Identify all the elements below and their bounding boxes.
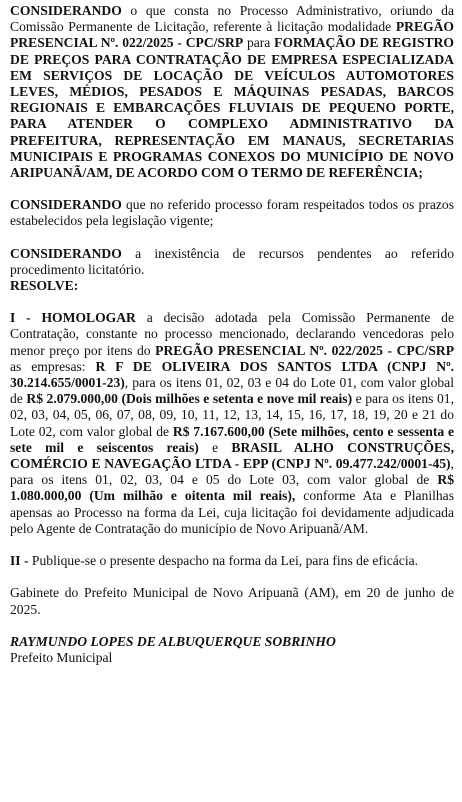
text-segment: a decisão adotada pela Comissão Permanente de Contratação, constante no processo mencionado, declarando vencedoras pelo menor preço por itens do	[10, 310, 454, 358]
paragraph-considerando-2	[10, 197, 454, 229]
keyword-considerando: CONSIDERANDO	[10, 245, 122, 261]
text-segment: o que consta no Processo Administrativo, oriundo da Comissão Permanente de Licitação, referente à licitação modalidade	[10, 3, 454, 35]
value-lote-02: R$ 7.167.600,00 (Sete milhões, cento e sessenta e sete mil e seiscentos reais)	[10, 423, 454, 455]
text-segment: , para os itens 01, 02, 03 e 04 do Lote 01, com valor global de	[10, 375, 454, 407]
text-segment: e	[198, 439, 232, 455]
company-1: R F DE OLIVEIRA DOS SANTOS LTDA (CNPJ Nº. 30.214.655/0001-23)	[10, 358, 454, 391]
paragraph-publique-se	[10, 553, 454, 569]
bid-reference: PREGÃO PRESENCIAL Nº. 022/2025 - CPC/SRP	[155, 342, 455, 358]
keyword-item-ii: II -	[10, 553, 29, 569]
bid-object: FORMAÇÃO DE REGISTRO DE PREÇOS PARA CONTRATAÇÃO DE EMPRESA ESPECIALIZADA EM SERVIÇOS DE LOCAÇÃO DE VEÍCULOS AUTOMOTORES LEVES, MÉDIOS, PESADOS E MÁQUINAS PESADAS, BARCOS REGIONAIS E EMBARCAÇÕES FLUVIAIS DE PEQUENO PORTE, PARA ATENDER O COMPLEXO ADMINISTRATIVO DA PREFEITURA, REPRESENTAÇÃO EM MANAUS, SECRETARIAS MUNICIPAIS E PROGRAMAS CONEXOS DO MUNICÍPIO DE NOVO ARIPUANÃ/AM, DE ACORDO COM O TERMO DE REFERÊNCIA;	[10, 35, 454, 181]
document-page	[10, 3, 454, 666]
text-segment: , para os itens 01, 02, 03, 04 e 05 do Lote 03, com valor global de	[10, 456, 454, 488]
signature-name: RAYMUNDO LOPES DE ALBUQUERQUE SOBRINHO	[10, 633, 336, 649]
company-2: BRASIL ALHO CONSTRUÇÕES, COMÉRCIO E NAVEGAÇÃO LTDA - EPP (CNPJ Nº. 09.477.242/0001-45)	[10, 439, 454, 472]
paragraph-homologar	[10, 310, 454, 537]
place-date: Gabinete do Prefeito Municipal de Novo Aripuanã (AM), em 20 de junho de 2025.	[10, 585, 454, 617]
keyword-considerando: CONSIDERANDO	[10, 3, 122, 18]
paragraph-considerando-1	[10, 3, 454, 181]
value-lote-03: R$ 1.080.000,00 (Um milhão e oitenta mil reais),	[10, 472, 454, 504]
text-segment: para	[243, 35, 275, 51]
text-segment: que no referido processo foram respeitados todos os prazos estabelecidos pela legislação vigente;	[10, 197, 454, 229]
paragraph-considerando-3	[10, 246, 454, 278]
text-segment: conforme Ata e Planilhas apensas ao Processo na forma da Lei, cuja licitação foi devidamente adjudicada pelo Agente de Contratação do município de Novo Aripuanã/AM.	[10, 488, 454, 536]
keyword-considerando: CONSIDERANDO	[10, 197, 122, 213]
text-segment: a inexistência de recursos pendentes ao referido procedimento licitatório.	[10, 245, 454, 277]
signature-role: Prefeito Municipal	[10, 649, 113, 665]
text-segment: Publique-se o presente despacho na forma da Lei, para fins de eficácia.	[28, 553, 419, 569]
bid-reference: PREGÃO PRESENCIAL Nº. 022/2025 - CPC/SRP	[10, 19, 454, 51]
resolve-heading: RESOLVE:	[10, 278, 79, 294]
text-segment: as empresas:	[10, 358, 96, 374]
value-lote-01: R$ 2.079.000,00 (Dois milhões e setenta e nove mil reais)	[26, 391, 353, 407]
text-segment: e para os itens 01, 02, 03, 04, 05, 06, 07, 08, 09, 10, 11, 12, 13, 14, 15, 16, 17, 18, 19, 20 e 21 do Lote 02, com valor global de	[10, 391, 454, 439]
paragraph-gabinete	[10, 585, 454, 617]
keyword-homologar: I - HOMOLOGAR	[10, 310, 136, 326]
